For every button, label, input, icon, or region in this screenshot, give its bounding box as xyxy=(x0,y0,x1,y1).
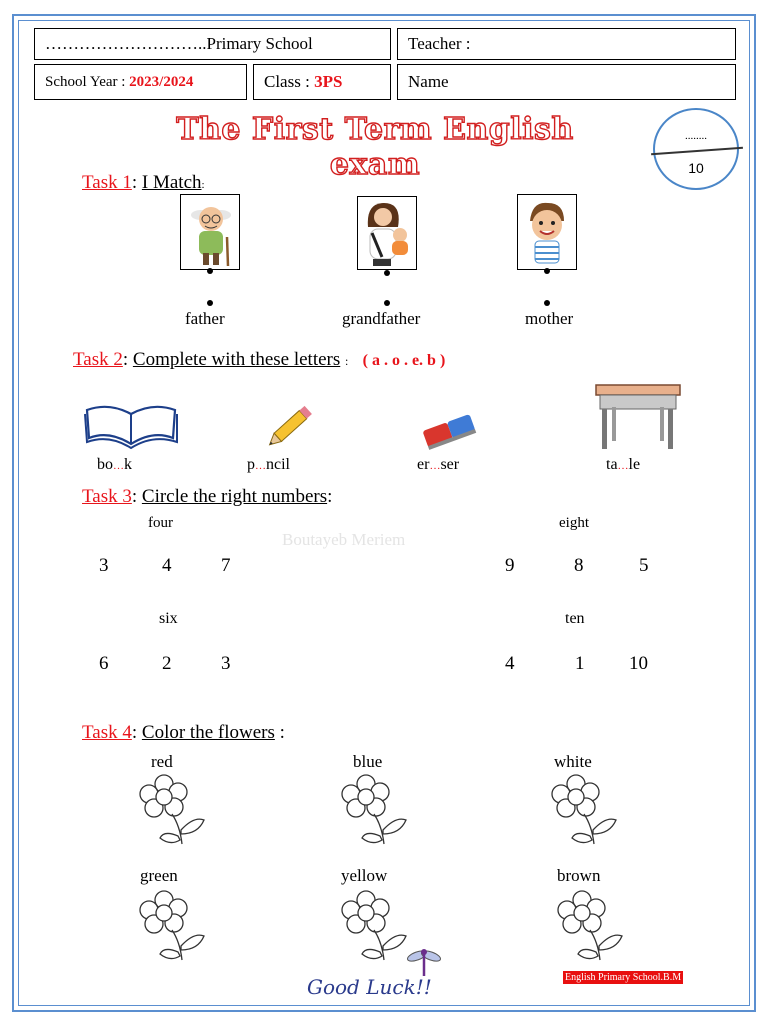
task2-word-table: ta…le xyxy=(606,456,641,473)
score-divider xyxy=(651,147,743,155)
flower-color-label: green xyxy=(140,866,178,885)
number-word-six: six xyxy=(159,610,178,627)
good-luck-text: Good Luck!! xyxy=(307,975,432,999)
task2-heading: Task 2: Complete with these letters : ( a . o . e. b ) xyxy=(73,349,446,370)
task2-word-pencil: p…ncil xyxy=(247,456,290,473)
teacher-box xyxy=(397,28,736,60)
book-icon xyxy=(83,398,179,450)
number-option[interactable]: 8 xyxy=(574,555,584,576)
eraser-icon xyxy=(420,410,478,452)
task3-instruction: Circle the right numbers xyxy=(141,486,328,507)
match-word-2: grandfather xyxy=(342,309,421,328)
pencil-icon xyxy=(262,402,318,452)
task4-label: Task 4 xyxy=(82,722,132,743)
school-year-value: 2023/2024 xyxy=(129,73,194,90)
table-icon xyxy=(594,381,682,451)
number-option[interactable]: 3 xyxy=(221,653,231,674)
number-option[interactable]: 10 xyxy=(629,653,648,674)
flower-color-label: yellow xyxy=(341,866,388,885)
class-value: 3PS xyxy=(314,72,343,91)
match-dot-word-1[interactable] xyxy=(207,300,213,306)
number-option[interactable]: 7 xyxy=(221,555,231,576)
name-label: Name xyxy=(408,72,449,91)
score-circle xyxy=(653,108,739,190)
class-box xyxy=(253,64,391,100)
score-total: 10 xyxy=(688,160,704,176)
number-option[interactable]: 6 xyxy=(99,653,109,674)
number-option[interactable]: 5 xyxy=(639,555,649,576)
task1-label: Task 1 xyxy=(82,172,132,193)
flower-icon[interactable] xyxy=(546,770,622,846)
number-word-ten: ten xyxy=(565,610,585,627)
number-option[interactable]: 3 xyxy=(99,555,109,576)
exam-title: The First Term English exam xyxy=(176,112,574,182)
flower-icon[interactable] xyxy=(552,886,628,962)
task2-letters: ( a . o . e. b ) xyxy=(362,352,446,369)
flower-color-label: white xyxy=(554,752,592,771)
flower-color-label: brown xyxy=(557,866,601,885)
school-year-label: School Year : xyxy=(45,73,126,90)
flower-color-label: red xyxy=(151,752,173,771)
number-word-four: four xyxy=(148,515,173,531)
mother-icon xyxy=(357,196,417,270)
number-option[interactable]: 4 xyxy=(162,555,172,576)
grandfather-icon xyxy=(180,194,240,270)
task4-heading: Task 4: Color the flowers : xyxy=(82,722,285,743)
task1-heading: Task 1: I Match: xyxy=(82,172,205,193)
match-dot-picture-1[interactable] xyxy=(207,268,213,274)
task2-word-eraser: er…ser xyxy=(417,456,460,473)
task4-instruction: Color the flowers xyxy=(141,722,275,743)
number-option[interactable]: 1 xyxy=(575,653,585,674)
flower-icon[interactable] xyxy=(336,770,412,846)
number-option[interactable]: 4 xyxy=(505,653,515,674)
flower-icon[interactable] xyxy=(134,886,210,962)
dragonfly-icon xyxy=(404,946,444,978)
class-label: Class : xyxy=(264,72,310,91)
task2-instruction: Complete with these letters xyxy=(132,349,341,370)
number-option[interactable]: 9 xyxy=(505,555,515,576)
boy-icon xyxy=(517,194,577,270)
school-name: ………………………..Primary School xyxy=(45,34,313,53)
match-dot-word-3[interactable] xyxy=(544,300,550,306)
footer-credit: English Primary School.B.M xyxy=(565,972,682,983)
flower-icon[interactable] xyxy=(336,886,412,962)
match-dot-picture-2[interactable] xyxy=(384,270,390,276)
number-word-eight: eight xyxy=(559,515,589,531)
match-dot-word-2[interactable] xyxy=(384,300,390,306)
school-year-box xyxy=(34,64,247,100)
match-dot-picture-3[interactable] xyxy=(544,268,550,274)
task2-word-book: bo…k xyxy=(97,456,132,473)
task2-label: Task 2 xyxy=(73,349,123,370)
school-name-box xyxy=(34,28,391,60)
match-word-3: mother xyxy=(525,309,574,328)
flower-color-label: blue xyxy=(353,752,383,771)
task1-instruction: I Match xyxy=(141,172,202,193)
flower-icon[interactable] xyxy=(134,770,210,846)
name-box xyxy=(397,64,736,100)
task3-heading: Task 3: Circle the right numbers: xyxy=(82,486,333,507)
score-blank: ........ xyxy=(685,130,707,142)
number-option[interactable]: 2 xyxy=(162,653,172,674)
watermark: Boutayeb Meriem xyxy=(282,530,406,549)
task3-label: Task 3 xyxy=(82,486,132,507)
match-word-1: father xyxy=(185,309,225,328)
teacher-label: Teacher : xyxy=(408,34,471,53)
